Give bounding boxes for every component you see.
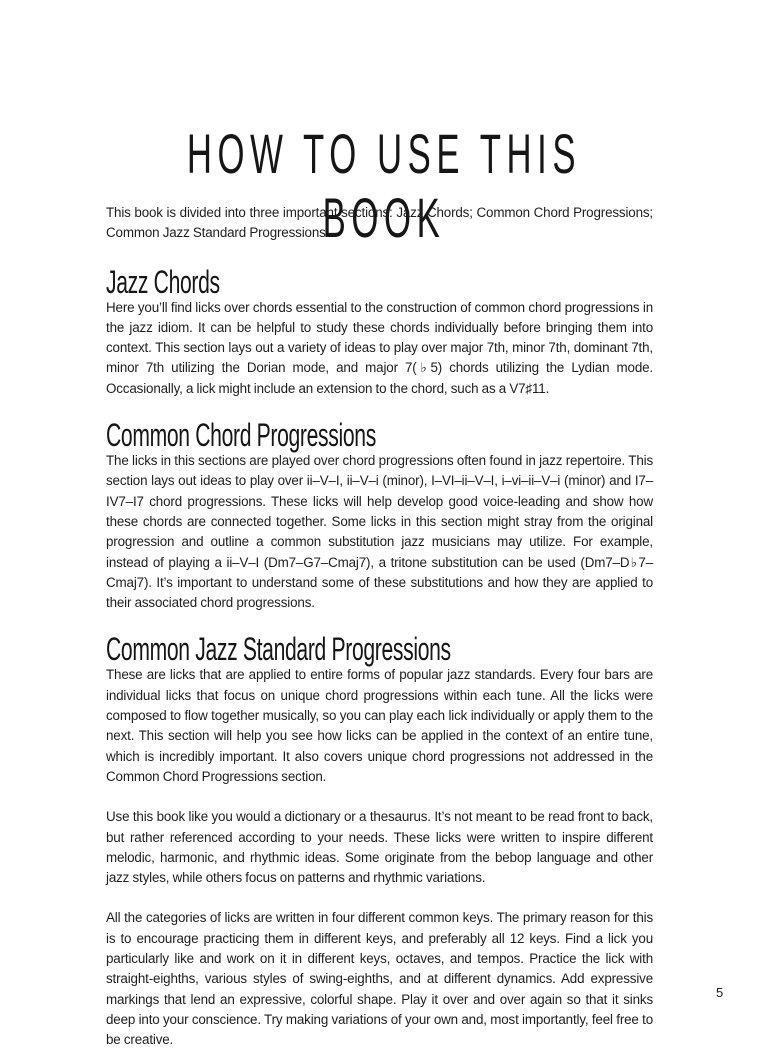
page-content — [106, 203, 653, 1051]
section-jazz-chords — [106, 262, 653, 399]
section-body: These are licks that are applied to entire forms of popular jazz standards. Every four bars are individual licks that focus on unique chord progressions within each tune. All the licks were composed to flow together musically, so you can play each lick individually or apply them to the next. This section will help you see how licks can be applied in the context of an entire tune, which is incredibly important. It also covers unique chord progressions not addressed in the Common Chord Progressions section. — [106, 667, 653, 784]
section-heading: Common Chord Progressions — [106, 417, 376, 454]
section-common-chord-progressions — [106, 415, 653, 613]
usage-paragraph: Use this book like you would a dictionary or a thesaurus. It’s not meant to be read front to back, but rather referenced according to your needs. These licks were written to inspire different melodic, harmonic, and rhythmic ideas. Some originate from the bebop language and other jazz styles, while others focus on patterns and rhythmic variations. — [106, 809, 653, 886]
intro-paragraph: This book is divided into three important sections: Jazz Chords; Common Chord Progressions; Common Jazz Standard Progressions. — [106, 205, 653, 241]
page-number: 5 — [716, 985, 724, 1000]
section-common-jazz-standard-progressions — [106, 629, 653, 787]
section-body: The licks in this sections are played over chord progressions often found in jazz repertoire. This section lays out ideas to play over ii–V–I, ii–V–i (minor), I–VI–ii–V–I, i–vi–ii–V–i (minor) and I7–IV7–I7 chord progressions. These licks will help develop good voice-leading and show how these chords are connected together. Some licks in this section might stray from the original progression and outline a common substitution jazz musicians may utilize. For example, instead of playing a ii–V–I (Dm7–G7–Cmaj7), a tritone substitution can be used (Dm7–D♭7–Cmaj7). It’s important to understand some of these substitutions and how they are applied to their associated chord progressions. — [106, 453, 653, 611]
section-heading: Jazz Chords — [106, 263, 220, 300]
keys-paragraph: All the categories of licks are written in four different common keys. The primary reason for this is to encourage practicing them in different keys, and preferably all 12 keys. Find a lick you particularly like and work on it in different keys, octaves, and tempos. Practice the lick with straight-eighths, various styles of swing-eighths, and at different dynamics. Add expressive markings that lend an expressive, colorful shape. Play it over and over again so that it sinks deep into your conscience. Try making variations of your own and, most importantly, feel free to be creative. — [106, 910, 653, 1048]
section-heading: Common Jazz Standard Progressions — [106, 631, 451, 668]
section-body: Here you’ll find licks over chords essential to the construction of common chord progressions in the jazz idiom. It can be helpful to study these chords individually before bringing them into context. This section lays out a variety of ideas to play over major 7th, minor 7th, dominant 7th, minor 7th utilizing the Dorian mode, and major 7(♭5) chords utilizing the Lydian mode. Occasionally, a lick might include an extension to the chord, such as a V7♯11. — [106, 299, 653, 396]
page-title: HOW TO USE THIS BOOK — [186, 122, 582, 249]
